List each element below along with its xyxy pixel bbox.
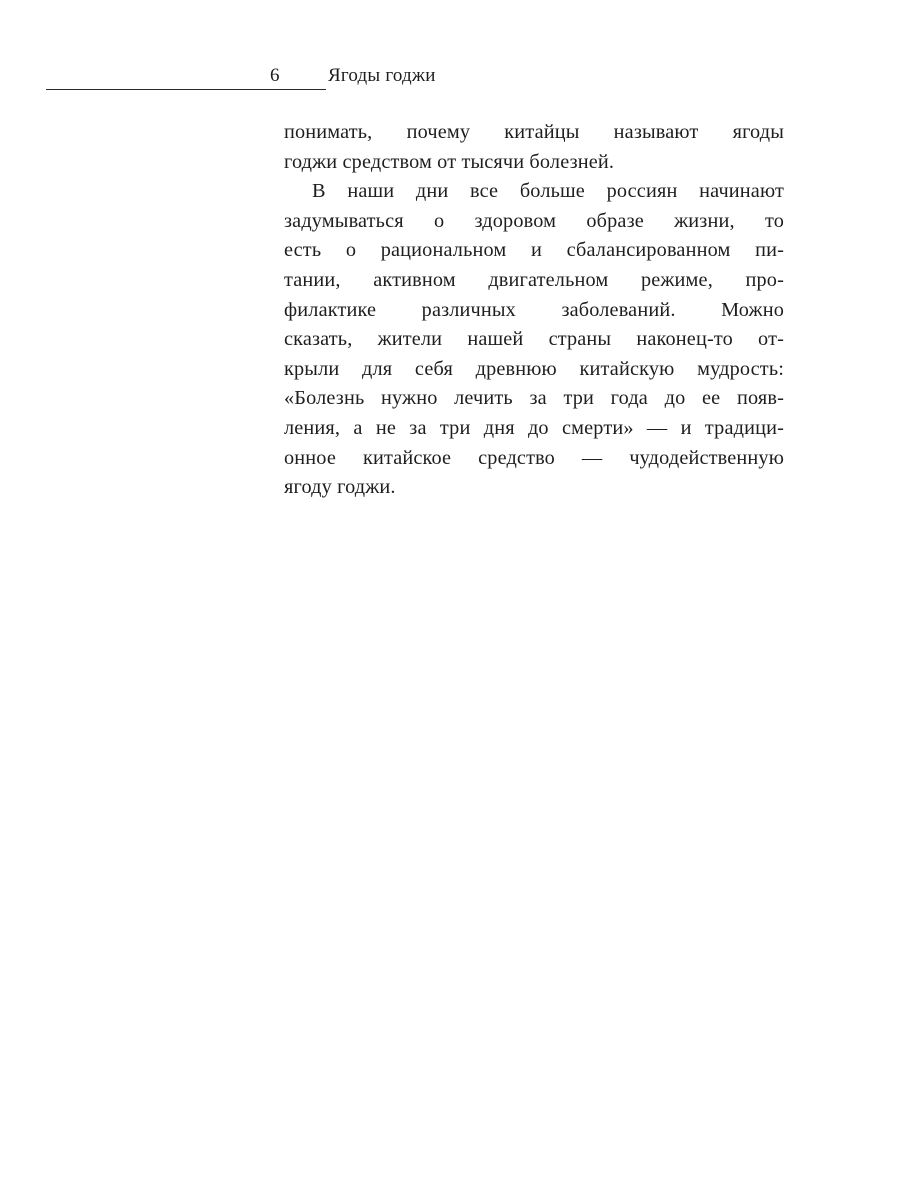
running-head-rule <box>46 89 326 90</box>
text-line: понимать, почему китайцы называют ягоды <box>284 121 784 143</box>
text-line: тании, активном двигательном режиме, про- <box>284 268 784 291</box>
running-head-title: Ягоды годжи <box>328 65 436 86</box>
text-line: сказать, жители нашей страны наконец-то от- <box>284 328 784 351</box>
text-line: «Болезнь нужно лечить за три года до ее появ- <box>284 387 784 410</box>
paragraph <box>284 177 784 503</box>
text-line: филактике различных заболеваний. Можно <box>284 298 784 321</box>
text-line: онное китайское средство — чудодейственную <box>284 446 784 469</box>
text-line: В наши дни все больше россиян начинают <box>312 180 784 203</box>
body-text <box>284 118 784 503</box>
text-line: крыли для себя древнюю китайскую мудрость: <box>284 357 784 380</box>
text-line: задумываться о здоровом образе жизни, то <box>284 209 784 232</box>
paragraph <box>284 118 784 177</box>
page-number: 6 <box>270 65 280 86</box>
text-line: есть о рациональном и сбалансированном пи- <box>284 239 784 262</box>
text-line: ягоду годжи. <box>284 476 396 499</box>
running-head <box>46 62 486 92</box>
text-line: ления, а не за три дня до смерти» — и традици- <box>284 416 784 439</box>
text-line: годжи средством от тысячи болезней. <box>284 150 615 173</box>
